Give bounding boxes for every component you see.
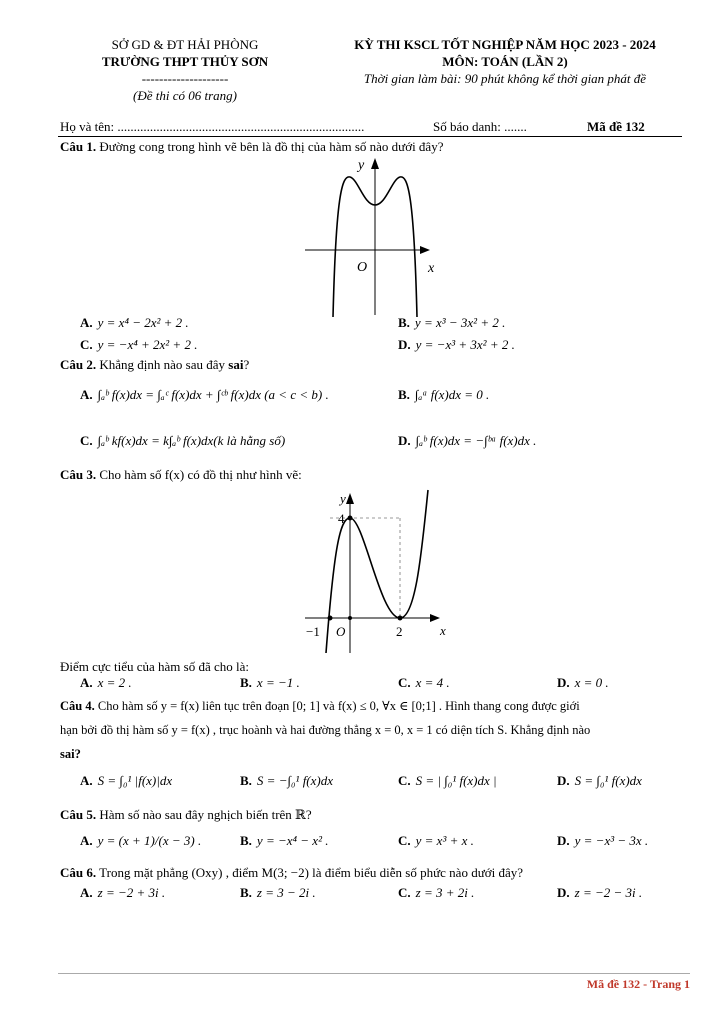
question-1-graph (300, 155, 450, 320)
subject-title: MÔN: TOÁN (LẦN 2) (442, 54, 568, 69)
q3-point-origin (348, 616, 352, 620)
q2-option-a[interactable]: A. ∫ₐᵇ f(x)dx = ∫ₐᶜ f(x)dx + ∫ᶜᵇ f(x)dx (a < c < b) . (80, 387, 329, 402)
header-left (60, 36, 310, 104)
exam-title: KỲ THI KSCL TỐT NGHIỆP NĂM HỌC 2023 - 2024 (354, 37, 656, 52)
q3-y-label: y (340, 491, 346, 506)
q3-point-root (328, 616, 333, 621)
student-id-field: Số báo danh: ....... (433, 119, 527, 134)
q6-option-a[interactable]: A. z = −2 + 3i . (80, 885, 166, 900)
question-1 (60, 138, 443, 156)
q6-option-d[interactable]: D. z = −2 − 3i . (557, 885, 643, 900)
page-count-note: (Đề thi có 06 trang) (133, 88, 237, 103)
q1-origin-label: O (357, 260, 368, 275)
question-5-text: Hàm số nào sau đây nghịch biến trên ℝ? (99, 807, 312, 822)
q3-tick-2: 2 (396, 624, 403, 639)
q1-x-label: x (428, 261, 435, 276)
q5-option-a[interactable]: A. y = (x + 1)/(x − 3) . (80, 833, 202, 848)
q4-option-c[interactable]: C. S = | ∫₀¹ f(x)dx | (398, 773, 497, 788)
question-4-label: Câu 4. (60, 699, 95, 713)
question-4 (60, 694, 692, 766)
question-6-text: Trong mặt phẳng (Oxy) , điểm M(3; −2) là điểm biểu diễn số phức nào dưới đây? (99, 865, 524, 880)
q4-option-b[interactable]: B. S = −∫₀¹ f(x)dx (240, 773, 334, 788)
q4-option-a[interactable]: A. S = ∫₀¹ |f(x)|dx (80, 773, 173, 788)
header-divider: -------------------- (141, 71, 229, 86)
header-right (325, 36, 685, 87)
department-name: SỞ GD & ĐT HẢI PHÒNG (111, 37, 259, 52)
q3-x-arrow (430, 614, 440, 622)
q5-option-c[interactable]: C. y = x³ + x . (398, 833, 474, 848)
question-4-line-2: hạn bởi đồ thị hàm số y = f(x) , trục hoành và hai đường thẳng x = 0, x = 1 có diện tích S. Khẳng định nào (60, 723, 591, 737)
q2-option-c[interactable]: C. ∫ₐᵇ kf(x)dx = k∫ₐᵇ f(x)dx(k là hằng số) (80, 433, 286, 448)
question-4-line-3: sai? (60, 747, 81, 761)
exam-code: Mã đề 132 (587, 119, 645, 134)
q1-option-d[interactable]: D. y = −x³ + 3x² + 2 . (398, 337, 515, 352)
q1-y-arrow (371, 158, 379, 169)
question-1-label: Câu 1. (60, 139, 97, 154)
question-1-text: Đường cong trong hình vẽ bên là đồ thị của hàm số nào dưới đây? (99, 139, 444, 154)
q6-option-c[interactable]: C. z = 3 + 2i . (398, 885, 475, 900)
q1-x-arrow (420, 246, 430, 254)
q1-y-label: y (358, 158, 365, 173)
question-3-prompt: Điểm cực tiểu của hàm số đã cho là: (60, 659, 249, 674)
time-note: Thời gian làm bài: 90 phút không kể thời gian phát đề (363, 71, 647, 86)
question-3-label: Câu 3. (60, 467, 97, 482)
question-3-graph (300, 488, 460, 656)
q5-option-b[interactable]: B. y = −x⁴ − x² . (240, 833, 329, 848)
footer-rule (58, 973, 690, 974)
q3-x-label: x (440, 623, 446, 638)
school-name: TRƯỜNG THPT THỦY SƠN (101, 54, 269, 69)
student-line-rule (58, 136, 682, 137)
q5-option-d[interactable]: D. y = −x³ − 3x . (557, 833, 649, 848)
q3-point-min (398, 616, 403, 621)
q3-option-d[interactable]: D. x = 0 . (557, 675, 609, 690)
q1-option-a[interactable]: A. y = x⁴ − 2x² + 2 . (80, 315, 189, 330)
q1-option-c[interactable]: C. y = −x⁴ + 2x² + 2 . (80, 337, 198, 352)
question-5-label: Câu 5. (60, 807, 97, 822)
q3-tick-4: 4 (338, 511, 345, 526)
question-2: Câu 2. Khẳng định nào sau đây sai? (60, 357, 250, 372)
student-name-field: Họ và tên: ............................................................................ (60, 119, 365, 134)
q3-y-arrow (346, 493, 354, 504)
q3-option-b[interactable]: B. x = −1 . (240, 675, 300, 690)
question-3-text: Cho hàm số f(x) có đồ thị như hình vẽ: (99, 467, 302, 482)
q3-option-a[interactable]: A. x = 2 . (80, 675, 132, 690)
question-3 (60, 466, 302, 484)
page-footer: Mã đề 132 - Trang 1 (586, 977, 690, 991)
question-5 (60, 806, 312, 824)
question-4-line-1: Cho hàm số y = f(x) liên tục trên đoạn [0; 1] và f(x) ≤ 0, ∀x ∈ [0;1] . Hình thang cong được giới (97, 699, 580, 713)
q2-option-b[interactable]: B. ∫ₐᵃ f(x)dx = 0 . (398, 387, 490, 402)
q1-option-b[interactable]: B. y = x³ − 3x² + 2 . (398, 315, 506, 330)
q3-tick-neg1: −1 (306, 624, 320, 639)
q6-option-b[interactable]: B. z = 3 − 2i . (240, 885, 316, 900)
question-2-label: Câu 2. (60, 357, 97, 372)
question-6-label: Câu 6. (60, 865, 97, 880)
question-6 (60, 864, 523, 882)
q3-point-max (348, 516, 353, 521)
q2-option-d[interactable]: D. ∫ₐᵇ f(x)dx = −∫ᵇᵃ f(x)dx . (398, 433, 537, 448)
q3-option-c[interactable]: C. x = 4 . (398, 675, 450, 690)
q4-option-d[interactable]: D. S = ∫₀¹ f(x)dx (557, 773, 642, 788)
q3-origin-label: O (336, 624, 346, 639)
